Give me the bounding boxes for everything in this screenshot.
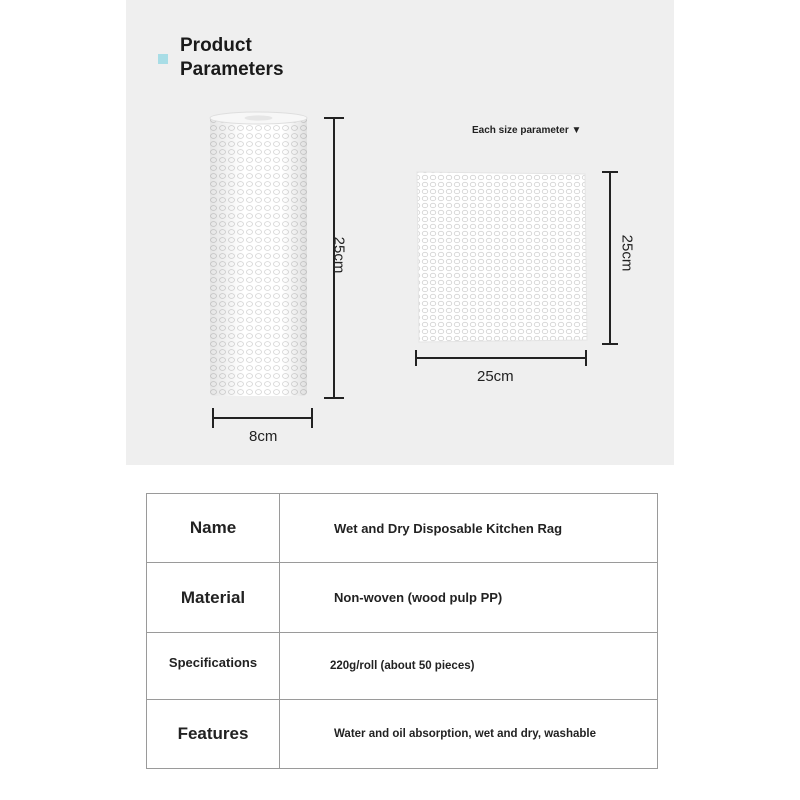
row-key-material: Material xyxy=(147,563,280,633)
roll-body xyxy=(210,112,307,396)
row-key-specifications: Specifications xyxy=(147,633,280,700)
roll-width-label: 8cm xyxy=(249,428,278,445)
roll-width-dimension-line xyxy=(213,408,312,428)
product-parameters-table xyxy=(146,493,658,769)
row-value-name: Wet and Dry Disposable Kitchen Rag xyxy=(280,494,658,563)
sheet-body xyxy=(417,172,587,342)
sheet-width-dimension-line xyxy=(416,350,586,366)
size-parameter-note: Each size parameter ▼ xyxy=(472,125,582,136)
row-key-features: Features xyxy=(147,700,280,769)
table-row xyxy=(147,700,658,769)
sheet-width-label: 25cm xyxy=(477,368,514,385)
roll-height-label: 25cm xyxy=(330,236,348,274)
table-row xyxy=(147,494,658,563)
row-value-material: Non-woven (wood pulp PP) xyxy=(280,563,658,633)
section-title xyxy=(180,34,284,82)
header-accent-square xyxy=(158,54,168,64)
section-title-line1: Product xyxy=(180,35,252,56)
sheet-height-label: 25cm xyxy=(618,234,636,272)
section-title-line2: Parameters xyxy=(180,59,284,80)
table-row xyxy=(147,563,658,633)
table-row xyxy=(147,633,658,700)
single-sheet-illustration xyxy=(405,160,625,370)
row-value-specifications: 220g/roll (about 50 pieces) xyxy=(280,633,658,700)
row-value-features: Water and oil absorption, wet and dry, washable xyxy=(280,700,658,769)
sheet-height-dimension-line xyxy=(602,172,618,344)
row-key-name: Name xyxy=(147,494,280,563)
